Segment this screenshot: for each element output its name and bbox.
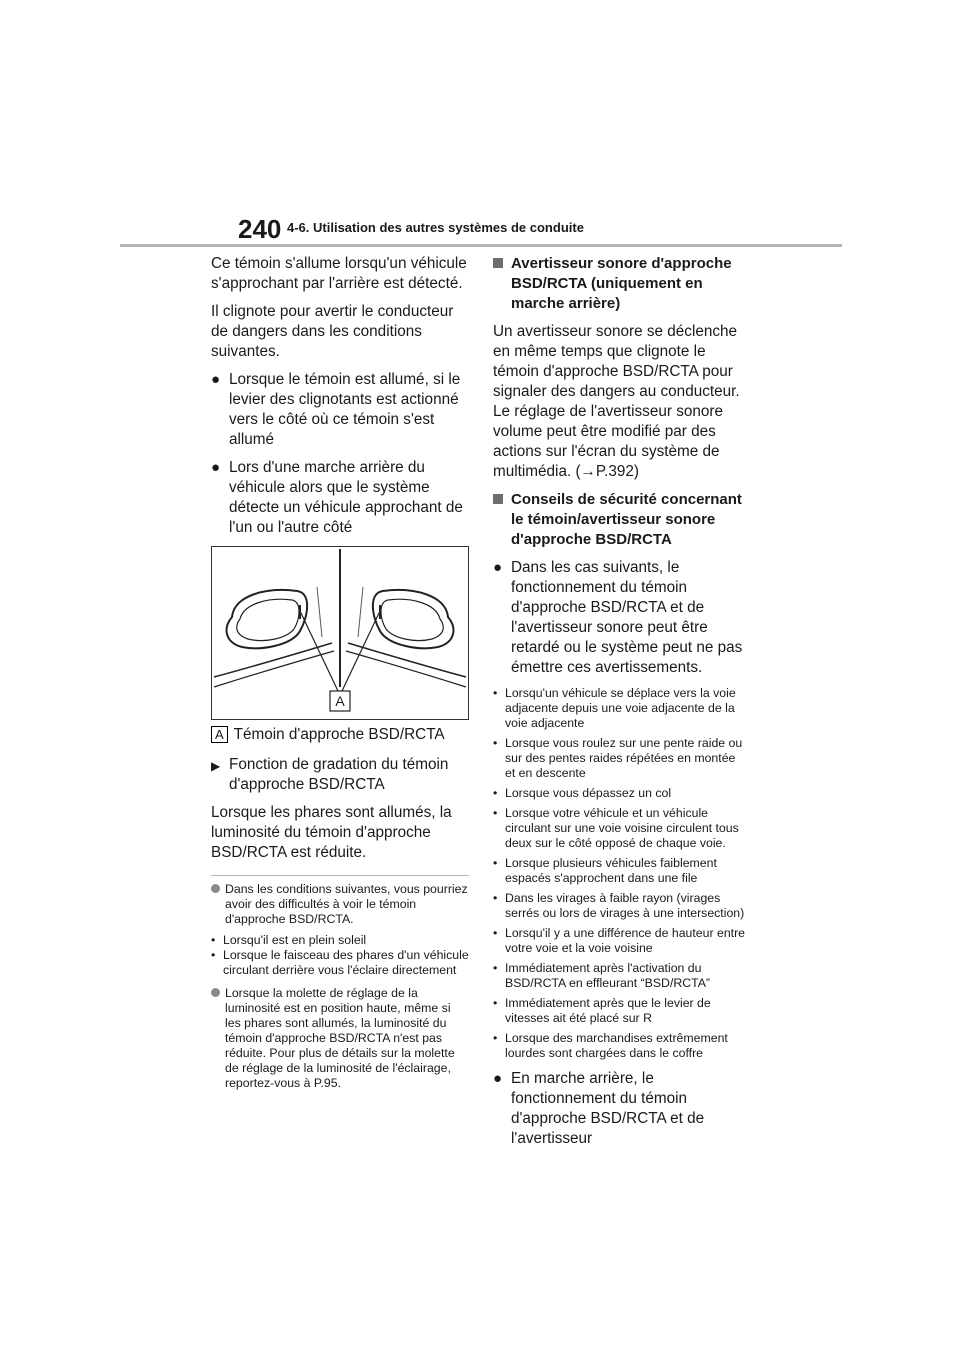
note-sub-item: • Lorsqu'il est en plein soleil	[211, 933, 367, 947]
bullet-item: ● En marche arrière, le fonctionnement du témoin d'approche BSD/RCTA et de l'avertisseur	[493, 1070, 705, 1147]
bullet-item: ● Dans les cas suivants, le fonctionnement du témoin d'approche BSD/RCTA et de l'avertisseur sonore peut être retardé ou le système peut ne pas émettre ces avertissements.	[493, 559, 743, 676]
bullet-dot-icon: ●	[211, 459, 221, 476]
note-sub-item: • Lorsque le faisceau des phares d'un véhicule circulant derrière vous l'éclaire directement	[211, 948, 469, 977]
note-item: Dans les conditions suivantes, vous pourriez avoir des difficultés à voir le témoin d'approche BSD/RCTA.	[211, 882, 469, 927]
note-circle-icon	[211, 884, 220, 893]
list-item: • Immédiatement après que le levier de vitesses ait été placé sur R	[493, 996, 711, 1025]
notes	[211, 882, 469, 1091]
buzzer-paragraph: Un avertisseur sonore se déclenche en même temps que clignote le témoin d'approche BSD/RCTA pour signaler des dangers au conducteur. Le réglage de l'avertisseur sonore volume peut être modifié par des actions sur l'écran du système de multimédia. (→P.392)	[493, 323, 740, 480]
list-item: • Immédiatement après l'activation du BSD/RCTA en effleurant “BSD/RCTA”	[493, 961, 711, 990]
list-item: • Lorsqu'un véhicule se déplace vers la voie adjacente depuis une voie adjacente de la voie adjacente	[493, 686, 736, 730]
chapter-title: 4-6. Utilisation des autres systèmes de conduite	[287, 220, 584, 235]
right-column	[493, 254, 749, 1157]
list-item: • Lorsque des marchandises extrêmement lourdes sont chargées dans le coffre	[493, 1031, 728, 1060]
note-item: Lorsque la molette de réglage de la luminosité est en position haute, même si les phares sont allumés, la luminosité du témoin d'approche BSD/RCTA n'est pas réduite. Pour plus de détails sur la molette de réglage de la luminosité de l'éclairage, reportez-vous à P.95.	[211, 986, 469, 1091]
list-item: • Lorsque plusieurs véhicules faiblement espacés s'approchent dans une file	[493, 856, 717, 885]
list-item: • Lorsqu'il y a une différence de hauteur entre votre voie et la voie voisine	[493, 926, 746, 955]
caption-badge: A	[211, 726, 228, 743]
notes-divider	[211, 875, 469, 876]
bullet-item: ● Lors d'une marche arrière du véhicule alors que le système détecte un véhicule approchant de l'un ou l'autre côté	[211, 459, 463, 536]
bullet-item: ● Lorsque le témoin est allumé, si le levier des clignotants est actionné vers le côté où ce témoin s'est allumé	[211, 371, 461, 448]
triangle-bullet-icon: ▶	[211, 759, 221, 773]
list-item: • Lorsque vous dépassez un col	[493, 786, 672, 800]
figure-caption: A Témoin d'approche BSD/RCTA	[211, 725, 469, 745]
left-column	[211, 254, 469, 1103]
mirror-drawing	[212, 547, 468, 719]
figure-label: A	[335, 693, 345, 709]
dimming-paragraph: Lorsque les phares sont allumés, la luminosité du témoin d'approche BSD/RCTA est réduite.	[211, 804, 452, 861]
header-divider	[120, 244, 842, 247]
mirror-illustration	[211, 546, 469, 720]
bullet-dot-icon: ●	[211, 371, 221, 388]
square-bullet-icon	[493, 258, 503, 268]
section-heading: Conseils de sécurité concernant le témoin/avertisseur sonore d'approche BSD/RCTA	[493, 490, 749, 550]
section-heading: Avertisseur sonore d'approche BSD/RCTA (uniquement en marche arrière)	[493, 254, 749, 314]
note-circle-icon	[211, 988, 220, 997]
bullet-dot-icon: ●	[493, 1070, 503, 1087]
sub-heading: ▶ Fonction de gradation du témoin d'approche BSD/RCTA	[211, 756, 449, 793]
page-number: 240	[238, 214, 282, 244]
list-item: • Dans les virages à faible rayon (virages serrés ou lors de virages à une intersection)	[493, 891, 745, 920]
list-item: • Lorsque vous roulez sur une pente raide ou sur des pentes raides répétées en montée et en descente	[493, 736, 743, 780]
bullet-dot-icon: ●	[493, 559, 503, 576]
blink-paragraph: Il clignote pour avertir le conducteur de dangers dans les conditions suivantes.	[211, 303, 454, 360]
intro-paragraph: Ce témoin s'allume lorsqu'un véhicule s'approchant par l'arrière est détecté.	[211, 255, 467, 292]
square-bullet-icon	[493, 494, 503, 504]
list-item: • Lorsque votre véhicule et un véhicule circulant sur une voie voisine circulent tous deux sur le côté opposé de chaque voie.	[493, 806, 739, 850]
